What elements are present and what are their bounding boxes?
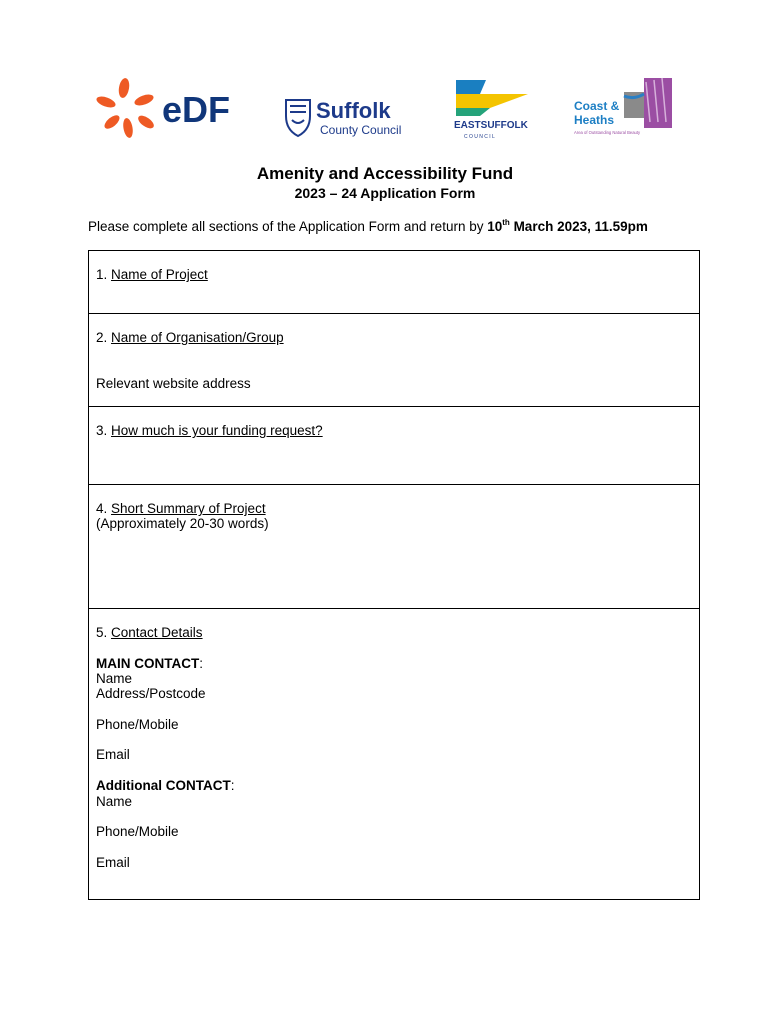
section-5-heading <box>96 625 203 640</box>
suffolk-subtitle: County Council <box>320 123 402 137</box>
east-suffolk-wordmark: EASTSUFFOLK <box>454 120 528 131</box>
section-3-heading <box>96 423 323 438</box>
additional-contact-heading <box>96 778 235 793</box>
east-suffolk-subtitle: C O U N C I L <box>464 134 495 140</box>
main-phone-label: Phone/Mobile <box>96 717 179 732</box>
coast-heaths-logo <box>572 72 676 138</box>
logo-bar <box>0 72 770 144</box>
main-name-label: Name <box>96 671 133 686</box>
additional-contact-colon: : <box>230 778 235 793</box>
main-email-label: Email <box>96 747 130 762</box>
edf-logo <box>94 76 250 140</box>
section-project-summary[interactable] <box>89 485 699 609</box>
suffolk-logo <box>284 94 410 138</box>
edf-wordmark: eDF <box>162 89 231 130</box>
main-address-label: Address/Postcode <box>96 686 206 701</box>
deadline-rest: March 2023, 11.59pm <box>509 219 648 234</box>
section-4-heading <box>96 501 266 516</box>
section-funding-request[interactable] <box>89 407 699 485</box>
additional-name-label: Name <box>96 794 133 809</box>
coast-heaths-subtitle: Area of Outstanding Natural Beauty <box>574 130 641 135</box>
intro-text: Please complete all sections of the Application Form and return by <box>88 219 488 234</box>
main-contact-colon: : <box>199 656 203 671</box>
document-subtitle: 2023 – 24 Application Form <box>294 185 476 201</box>
section-3-number: 3. <box>96 423 112 438</box>
website-address-label: Relevant website address <box>96 376 251 391</box>
east-suffolk-logo <box>450 78 532 140</box>
additional-contact-label: Additional CONTACT <box>96 778 231 793</box>
section-5-number: 5. <box>96 625 112 640</box>
additional-phone-label: Phone/Mobile <box>96 824 179 839</box>
section-2-heading <box>96 330 284 345</box>
section-1-label: Name of Project <box>111 267 208 282</box>
deadline-ordinal: th <box>502 218 510 227</box>
section-project-name[interactable] <box>89 251 699 314</box>
section-4-label: Short Summary of Project <box>111 501 266 516</box>
section-1-heading <box>96 267 208 282</box>
section-2-label: Name of Organisation/Group <box>111 330 284 345</box>
intro-instructions <box>88 218 708 234</box>
section-3-label: How much is your funding request? <box>111 423 323 438</box>
document-title: Amenity and Accessibility Fund <box>256 164 514 183</box>
section-contact-details[interactable] <box>89 609 699 901</box>
application-form-table <box>88 250 700 900</box>
section-4-number: 4. <box>96 501 112 516</box>
section-2-number: 2. <box>96 330 112 345</box>
suffolk-wordmark: Suffolk <box>316 98 391 123</box>
coast-heaths-line1: Coast & <box>574 99 620 113</box>
section-1-number: 1. <box>96 267 112 282</box>
additional-email-label: Email <box>96 855 130 870</box>
coast-heaths-line2: Heaths <box>574 113 615 127</box>
section-5-label: Contact Details <box>111 625 203 640</box>
summary-hint: (Approximately 20-30 words) <box>96 516 269 531</box>
deadline-day: 10 <box>487 219 503 234</box>
main-contact-label: MAIN CONTACT <box>96 656 200 671</box>
main-contact-heading <box>96 656 203 671</box>
section-organisation[interactable] <box>89 314 699 407</box>
